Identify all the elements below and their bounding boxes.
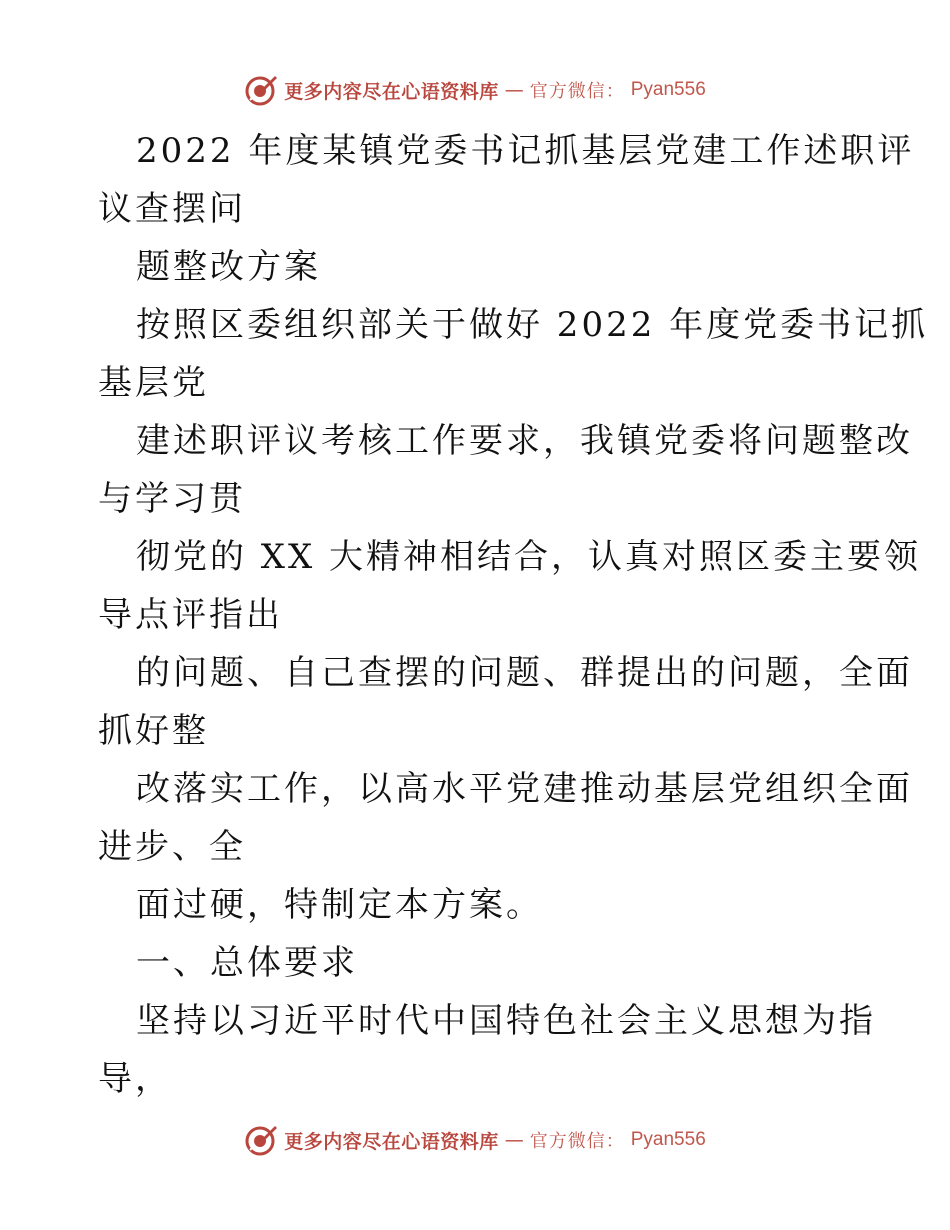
doc-line: 建述职评议考核工作要求，我镇党委将问题整改 (136, 421, 913, 461)
doc-line: 题整改方案 (136, 247, 321, 287)
doc-line: 议查摆问 (98, 189, 246, 229)
wechat-label: 官方微信： (529, 81, 625, 102)
pen-logo-icon (244, 1123, 278, 1157)
doc-line: 与学习贯 (98, 479, 246, 519)
wechat-id: Pyan556 (630, 79, 706, 100)
watermark-separator: — (504, 1129, 524, 1151)
doc-line: 的问题、自己查摆的问题、群提出的问题，全面 (136, 653, 913, 693)
section-heading: 一、总体要求 (136, 943, 358, 983)
watermark-banner-top (0, 70, 950, 110)
doc-line: 导， (98, 1059, 172, 1099)
doc-line: 2022 年度某镇党委书记抓基层党建工作述职评 (136, 131, 915, 171)
doc-line: 进步、全 (98, 827, 246, 867)
doc-line: 导点评指出 (98, 595, 283, 635)
watermark-separator: — (504, 79, 524, 101)
doc-line: 基层党 (98, 363, 209, 403)
doc-line: 按照区委组织部关于做好 2022 年度党委书记抓 (136, 305, 929, 345)
wechat-id: Pyan556 (630, 1129, 706, 1150)
doc-line: 彻党的 XX 大精神相结合，认真对照区委主要领 (136, 537, 922, 577)
doc-line: 抓好整 (98, 711, 209, 751)
pen-logo-icon (244, 73, 278, 107)
watermark-banner-bottom (0, 1120, 950, 1160)
doc-line: 改落实工作，以高水平党建推动基层党组织全面 (136, 769, 913, 809)
watermark-text: 更多内容尽在心语资料库 (284, 1130, 499, 1153)
watermark-text: 更多内容尽在心语资料库 (284, 80, 499, 103)
doc-line: 坚持以习近平时代中国特色社会主义思想为指 (136, 1001, 876, 1041)
doc-line: 面过硬，特制定本方案。 (136, 885, 543, 925)
wechat-label: 官方微信： (529, 1131, 625, 1152)
